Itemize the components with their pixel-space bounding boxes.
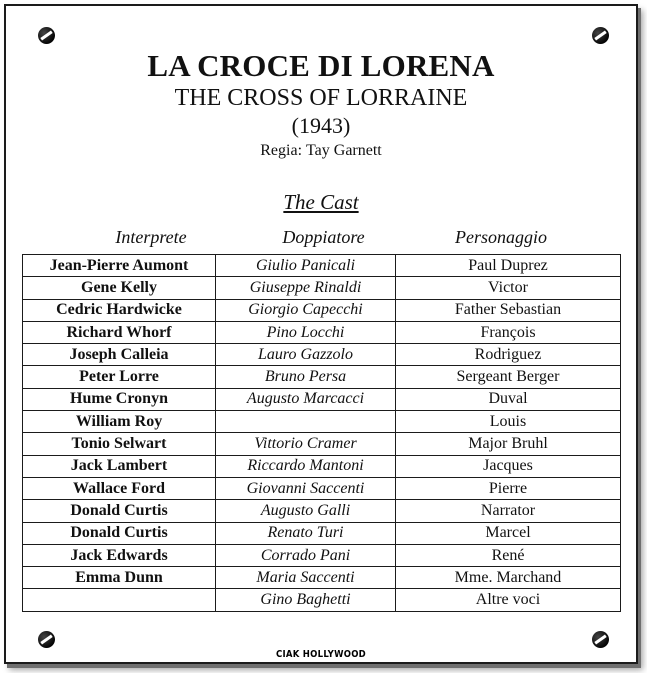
table-row [23,544,621,566]
actor-cell: Jack Lambert [23,455,216,477]
role-cell: Marcel [396,522,621,544]
release-year: (1943) [291,113,351,138]
column-header-role: Personaggio [455,227,547,247]
role-cell: René [396,544,621,566]
role-cell: François [396,321,621,343]
role-cell: Sergeant Berger [396,366,621,388]
actor-cell: Hume Cronyn [23,388,216,410]
dubber-cell: Lauro Gazzolo [216,344,396,366]
column-header-dubber: Doppiatore [282,227,365,247]
actor-cell [23,589,216,611]
table-row [23,433,621,455]
screw-icon [38,631,55,648]
dubber-cell: Pino Locchi [216,321,396,343]
table-row [23,388,621,410]
dubber-cell: Riccardo Mantoni [216,455,396,477]
table-row [23,344,621,366]
table-row [23,411,621,433]
table-row [23,567,621,589]
table-row [23,366,621,388]
cast-table [22,254,621,612]
table-row [23,321,621,343]
table-row [23,522,621,544]
actor-cell: Donald Curtis [23,522,216,544]
director-name: Tay Garnett [306,142,382,159]
actor-cell: Peter Lorre [23,366,216,388]
table-row [23,589,621,611]
table-row [23,299,621,321]
role-cell: Jacques [396,455,621,477]
table-row [23,500,621,522]
dubber-cell: Corrado Pani [216,544,396,566]
role-cell: Duval [396,388,621,410]
role-cell: Paul Duprez [396,255,621,277]
actor-cell: William Roy [23,411,216,433]
dubber-cell: Giovanni Saccenti [216,477,396,499]
actor-cell: Joseph Calleia [23,344,216,366]
dubber-cell: Bruno Persa [216,366,396,388]
column-header-actor: Interprete [115,227,187,247]
actor-cell: Tonio Selwart [23,433,216,455]
table-row [23,255,621,277]
page-title: LA CROCE DI LORENA [147,48,495,83]
actor-cell: Donald Curtis [23,500,216,522]
dubber-cell: Augusto Marcacci [216,388,396,410]
dubber-cell: Augusto Galli [216,500,396,522]
cast-heading: The Cast [283,190,359,214]
screw-icon [592,631,609,648]
screw-icon [592,27,609,44]
actor-cell: Gene Kelly [23,277,216,299]
actor-cell: Jack Edwards [23,544,216,566]
dubber-cell: Renato Turi [216,522,396,544]
role-cell: Victor [396,277,621,299]
page-subtitle: THE CROSS OF LORRAINE [174,85,468,111]
role-cell: Narrator [396,500,621,522]
table-row [23,477,621,499]
ciak-hollywood-logo: CIAK HOLLYWOOD [276,649,366,660]
director-label: Regia: [260,142,303,159]
role-cell: Pierre [396,477,621,499]
dubber-cell [216,411,396,433]
dubber-cell: Vittorio Cramer [216,433,396,455]
role-cell: Rodriguez [396,344,621,366]
table-row [23,277,621,299]
role-cell: Louis [396,411,621,433]
role-cell: Altre voci [396,589,621,611]
actor-cell: Richard Whorf [23,321,216,343]
actor-cell: Emma Dunn [23,567,216,589]
actor-cell: Jean-Pierre Aumont [23,255,216,277]
plaque [4,4,638,664]
role-cell: Father Sebastian [396,299,621,321]
dubber-cell: Gino Baghetti [216,589,396,611]
dubber-cell: Giuseppe Rinaldi [216,277,396,299]
role-cell: Major Bruhl [396,433,621,455]
dubber-cell: Giulio Panicali [216,255,396,277]
dubber-cell: Giorgio Capecchi [216,299,396,321]
role-cell: Mme. Marchand [396,567,621,589]
dubber-cell: Maria Saccenti [216,567,396,589]
actor-cell: Cedric Hardwicke [23,299,216,321]
director-line [6,141,636,161]
table-row [23,455,621,477]
actor-cell: Wallace Ford [23,477,216,499]
screw-icon [38,27,55,44]
